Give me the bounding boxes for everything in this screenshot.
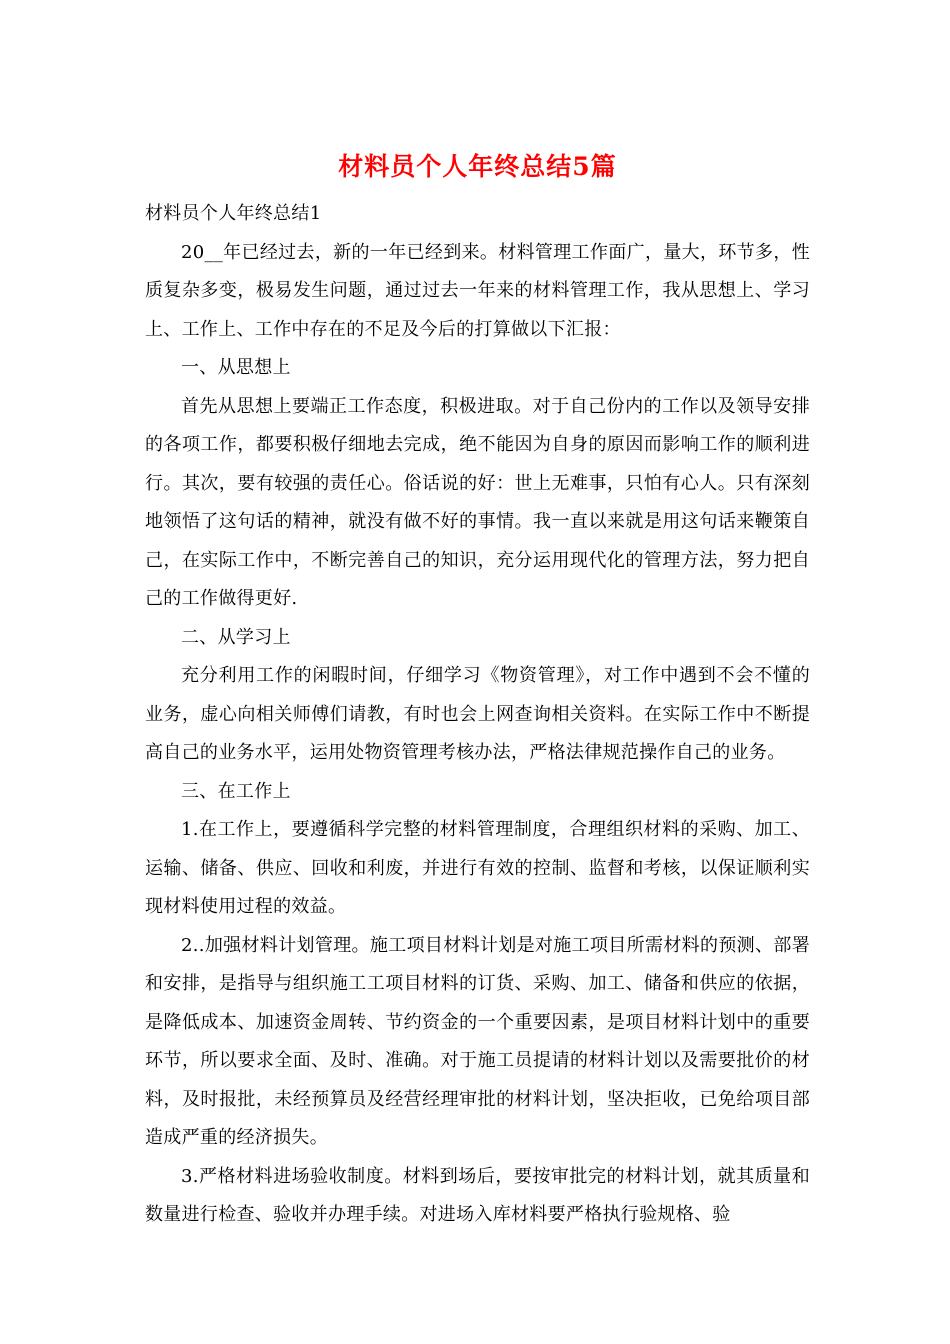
subheading-study: 二、从学习上 bbox=[181, 626, 291, 648]
section-heading-1: 材料员个人年终总结1 bbox=[145, 203, 322, 224]
paragraph-intro: 20__年已经过去，新的一年已经到来。材料管理工作面广，量大，环节多，性质复杂多变，极易发生问题，通过过去一年来的材料管理工作，我从思想上、学习上、工作上、工作中存在的不足及今后的打算做以下汇报： bbox=[145, 241, 810, 340]
paragraph-work-2: 2..加强材料计划管理。施工项目材料计划是对施工项目所需材料的预测、部署和安排，是指导与组织施工工项目材料的订货、采购、加工、储备和供应的依据，是降低成本、加速资金周转、节约资金的一个重要因素，是项目材料计划中的重要环节，所以要求全面、及时、准确。对于施工员提请的材料计划以及需要批价的材料，及时报批，未经预算员及经营经理审批的材料计划，坚决拒收，已免给项目部造成严重的经济损失。 bbox=[145, 934, 810, 1148]
paragraph-work-3: 3.严格材料进场验收制度。材料到场后，要按审批完的材料计划，就其质量和数量进行检查、验收并办理手续。对进场入库材料要严格执行验规格、验 bbox=[145, 1165, 810, 1225]
paragraph-work-1: 1.在工作上，要遵循科学完整的材料管理制度，合理组织材料的采购、加工、运输、储备、供应、回收和利废，并进行有效的控制、监督和考核，以保证顺利实现材料使用过程的效益。 bbox=[145, 819, 810, 917]
subheading-thought: 一、从思想上 bbox=[181, 357, 291, 378]
subheading-work: 三、在工作上 bbox=[181, 780, 291, 802]
document-title: 材料员个人年终总结5篇 bbox=[338, 152, 617, 181]
paragraph-thought: 首先从思想上要端正工作态度，积极进取。对于自己份内的工作以及领导安排的各项工作，都要积极仔细地去完成，绝不能因为自身的原因而影响工作的顺利进行。其次，要有较强的责任心。俗话说的好：世上无难事，只怕有心人。只有深刻地领悟了这句话的精神，就没有做不好的事情。我一直以来就是用这句话来鞭策自己，在实际工作中，不断完善自己的知识，充分运用现代化的管理方法，努力把自己的工作做得更好. bbox=[145, 395, 810, 609]
paragraph-study: 充分利用工作的闲暇时间，仔细学习《物资管理》，对工作中遇到不会不懂的业务，虚心向相关师傅们请教，有时也会上网查询相关资料。在实际工作中不断提高自己的业务水平，运用处物资管理考核办法，严格法律规范操作自己的业务。 bbox=[145, 665, 810, 763]
